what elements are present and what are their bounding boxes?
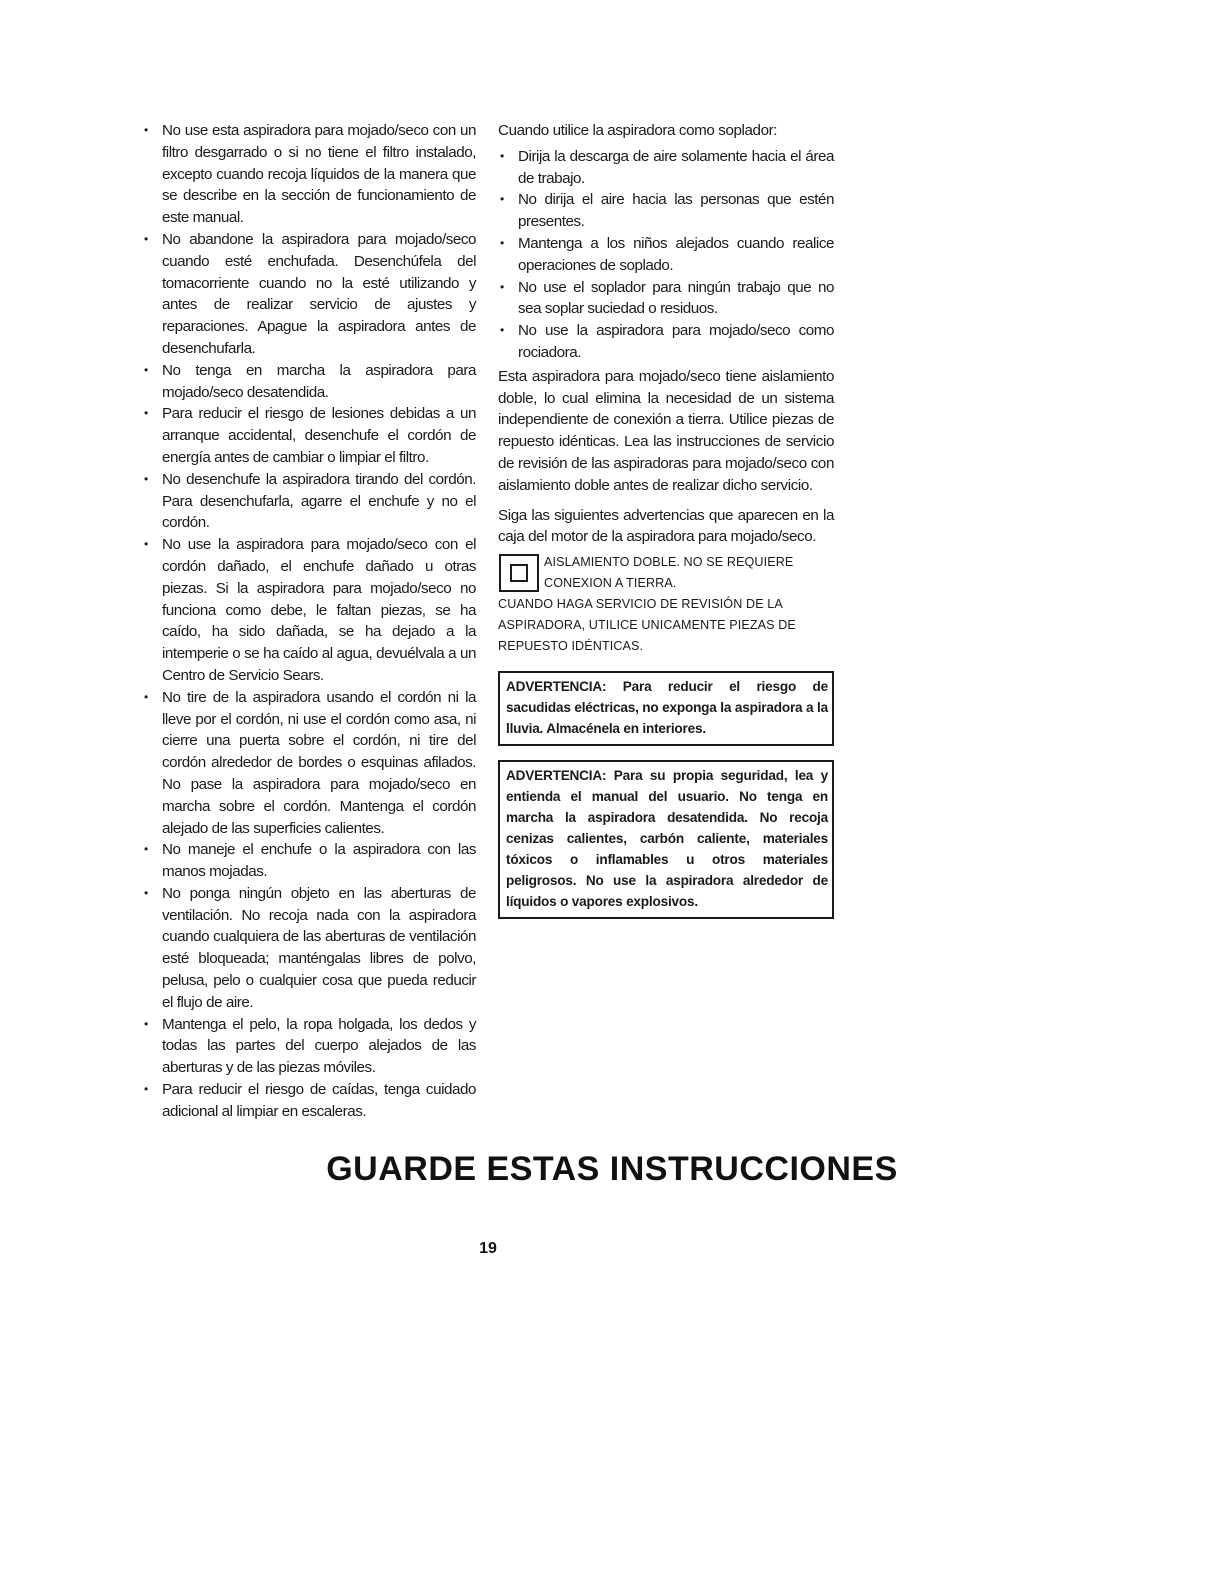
list-item: • No use esta aspiradora para mojado/seco con un filtro desgarrado o si no tiene el filtro instalado, excepto cuando recoja líquidos de la manera que se describe en la sección de funcionamiento de este manual. — [142, 120, 476, 229]
warning-box-electric-shock: ADVERTENCIA: Para reducir el riesgo de sacudidas eléctricas, no exponga la aspiradora a la lluvia. Almacénela en interiores. — [498, 671, 834, 746]
save-instructions-heading: GUARDE ESTAS INSTRUCCIONES — [326, 1150, 898, 1188]
list-item: • No maneje el enchufe o la aspiradora con las manos mojadas. — [142, 839, 476, 883]
list-item: • No use el soplador para ningún trabajo que no sea soplar suciedad o residuos. — [498, 277, 834, 321]
left-column — [142, 120, 476, 1123]
double-insulation-label — [498, 552, 834, 657]
double-insulation-paragraph: Esta aspiradora para mojado/seco tiene aislamiento doble, lo cual elimina la necesidad de un sistema independiente de conexión a tierra. Utilice piezas de repuesto idénticas. Lea las instrucciones de servicio de revisión de las aspiradoras para mojado/seco con aislamiento doble antes de realizar dicho servicio. — [498, 367, 834, 494]
blower-bullet-list — [498, 146, 834, 364]
right-column — [498, 120, 834, 919]
symbol-label-line: AISLAMIENTO DOBLE. NO SE REQUIERE — [544, 555, 794, 570]
list-item: • No desenchufe la aspiradora tirando del cordón. Para desenchufarla, agarre el enchufe y no el cordón. — [142, 469, 476, 534]
symbol-label-text: CUANDO HAGA SERVICIO DE REVISIÓN DE LA ASPIRADORA, UTILICE UNICAMENTE PIEZAS DE REPUESTO IDÉNTICAS. — [498, 597, 796, 654]
list-item: • No abandone la aspiradora para mojado/seco cuando esté enchufada. Desenchúfela del tomacorriente cuando no la esté utilizando y antes de realizar servicio de ajustes y reparaciones. Apague la aspiradora antes de desenchufarla. — [142, 229, 476, 360]
list-item: • Para reducir el riesgo de lesiones debidas a un arranque accidental, desenchufe el cordón de energía antes de cambiar o limpiar el filtro. — [142, 403, 476, 468]
list-item: • No tire de la aspiradora usando el cordón ni la lleve por el cordón, ni use el cordón como asa, ni cierre una puerta sobre el cordón, ni tire del cordón alrededor de bordes o esquinas afilados. No pase la aspiradora para mojado/seco en marcha sobre el cordón. Mantenga el cordón alejado de las superficies calientes. — [142, 687, 476, 840]
list-item: • Para reducir el riesgo de caídas, tenga cuidado adicional al limpiar en escaleras. — [142, 1079, 476, 1123]
list-item: • Dirija la descarga de aire solamente hacia el área de trabajo. — [498, 146, 834, 190]
list-item: • No tenga en marcha la aspiradora para mojado/seco desatendida. — [142, 360, 476, 404]
symbol-label-line: CONEXION A TIERRA. — [544, 576, 677, 591]
list-item: • Mantenga el pelo, la ropa holgada, los dedos y todas las partes del cuerpo alejados de las aberturas y de las piezas móviles. — [142, 1014, 476, 1079]
list-item: • No use la aspiradora para mojado/seco como rociadora. — [498, 320, 834, 364]
page-number: 19 — [479, 1240, 497, 1257]
list-item: • Mantenga a los niños alejados cuando realice operaciones de soplado. — [498, 233, 834, 277]
list-item: • No dirija el aire hacia las personas que estén presentes. — [498, 189, 834, 233]
follow-warnings-paragraph: Siga las siguientes advertencias que aparecen en la caja del motor de la aspiradora para mojado/seco. — [498, 506, 834, 546]
list-item: • No use la aspiradora para mojado/seco con el cordón dañado, el enchufe dañado u otras piezas. Si la aspiradora para mojado/seco no funciona como debe, le faltan piezas, se ha caído, ha sido dañada, se ha dejado a la intemperie o se ha caído al agua, devuélvala a un Centro de Servicio Sears. — [142, 534, 476, 687]
blower-intro: Cuando utilice la aspiradora como soplador: — [498, 122, 778, 139]
list-item: • No ponga ningún objeto en las aberturas de ventilación. No recoja nada con la aspiradora cuando cualquiera de las aberturas de ventilación esté bloqueada; manténgalas libres de polvo, pelusa, pelo o cualquier cosa que pueda reducir el flujo de aire. — [142, 883, 476, 1014]
warning-box-safety: ADVERTENCIA: Para su propia seguridad, lea y entienda el manual del usuario. No tenga en marcha la aspiradora desatendida. No recoja cenizas calientes, carbón caliente, materiales tóxicos o inflamables u otros materiales peligrosos. No use la aspiradora alrededor de líquidos o vapores explosivos. — [498, 760, 834, 919]
double-insulation-icon — [499, 554, 539, 592]
safety-bullet-list — [142, 120, 476, 1123]
